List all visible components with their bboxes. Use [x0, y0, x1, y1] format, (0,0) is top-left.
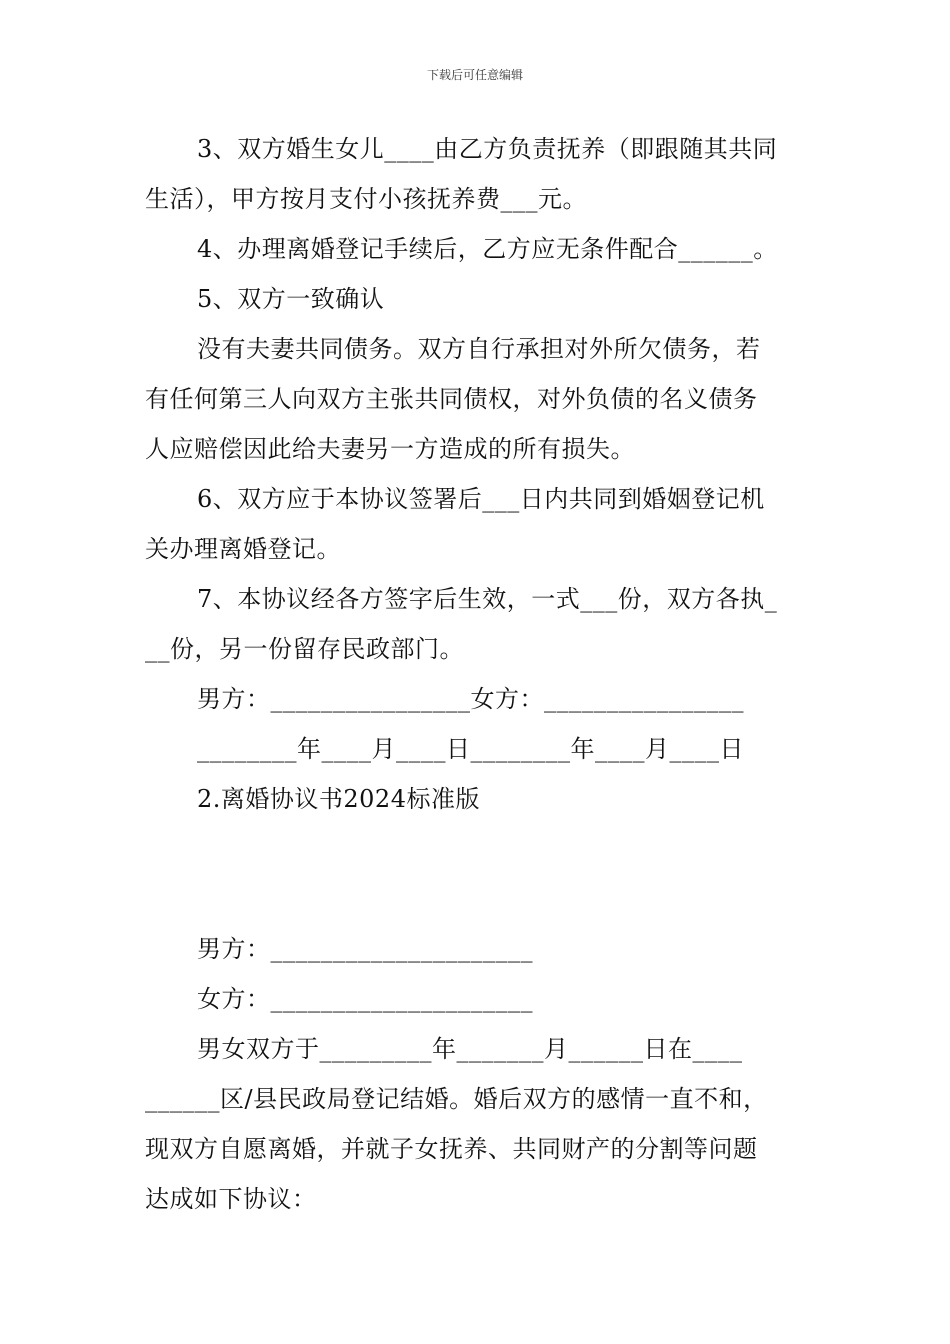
clause-3-line-1: 3、双方婚生女儿____由乙方负责抚养（即跟随其共同	[197, 135, 778, 163]
clause-7-line-1: 7、本协议经各方签字后生效，一式___份，双方各执_	[197, 585, 778, 613]
signature-line: 男方：________________女方：________________	[197, 685, 744, 713]
male-party-line: 男方：_____________________	[197, 935, 533, 963]
intro-paragraph-line-3: 现双方自愿离婚，并就子女抚养、共同财产的分割等问题	[145, 1135, 758, 1163]
debt-paragraph-line-2: 有任何第三人向双方主张共同债权，对外负债的名义债务	[145, 385, 758, 413]
clause-7-line-2: __份，另一份留存民政部门。	[145, 635, 464, 663]
date-line: ________年____月____日________年____月____日	[197, 735, 744, 763]
section-title: 2.离婚协议书2024标准版	[197, 785, 480, 813]
clause-4: 4、办理离婚登记手续后，乙方应无条件配合______。	[197, 235, 778, 263]
intro-paragraph-line-4: 达成如下协议：	[145, 1185, 317, 1213]
clause-6-line-2: 关办理离婚登记。	[145, 535, 341, 563]
intro-paragraph-line-2: ______区/县民政局登记结婚。婚后双方的感情一直不和，	[145, 1085, 768, 1113]
female-party-line: 女方：_____________________	[197, 985, 533, 1013]
intro-paragraph-line-1: 男女双方于_________年_______月______日在____	[197, 1035, 743, 1063]
clause-3-line-2: 生活），甲方按月支付小孩抚养费___元。	[145, 185, 587, 213]
page-header: 下载后可任意编辑	[426, 68, 523, 82]
debt-paragraph-line-1: 没有夫妻共同债务。双方自行承担对外所欠债务，若	[197, 335, 761, 363]
clause-5: 5、双方一致确认	[197, 285, 385, 313]
debt-paragraph-line-3: 人应赔偿因此给夫妻另一方造成的所有损失。	[145, 435, 635, 463]
clause-6-line-1: 6、双方应于本协议签署后___日内共同到婚姻登记机	[197, 485, 765, 513]
